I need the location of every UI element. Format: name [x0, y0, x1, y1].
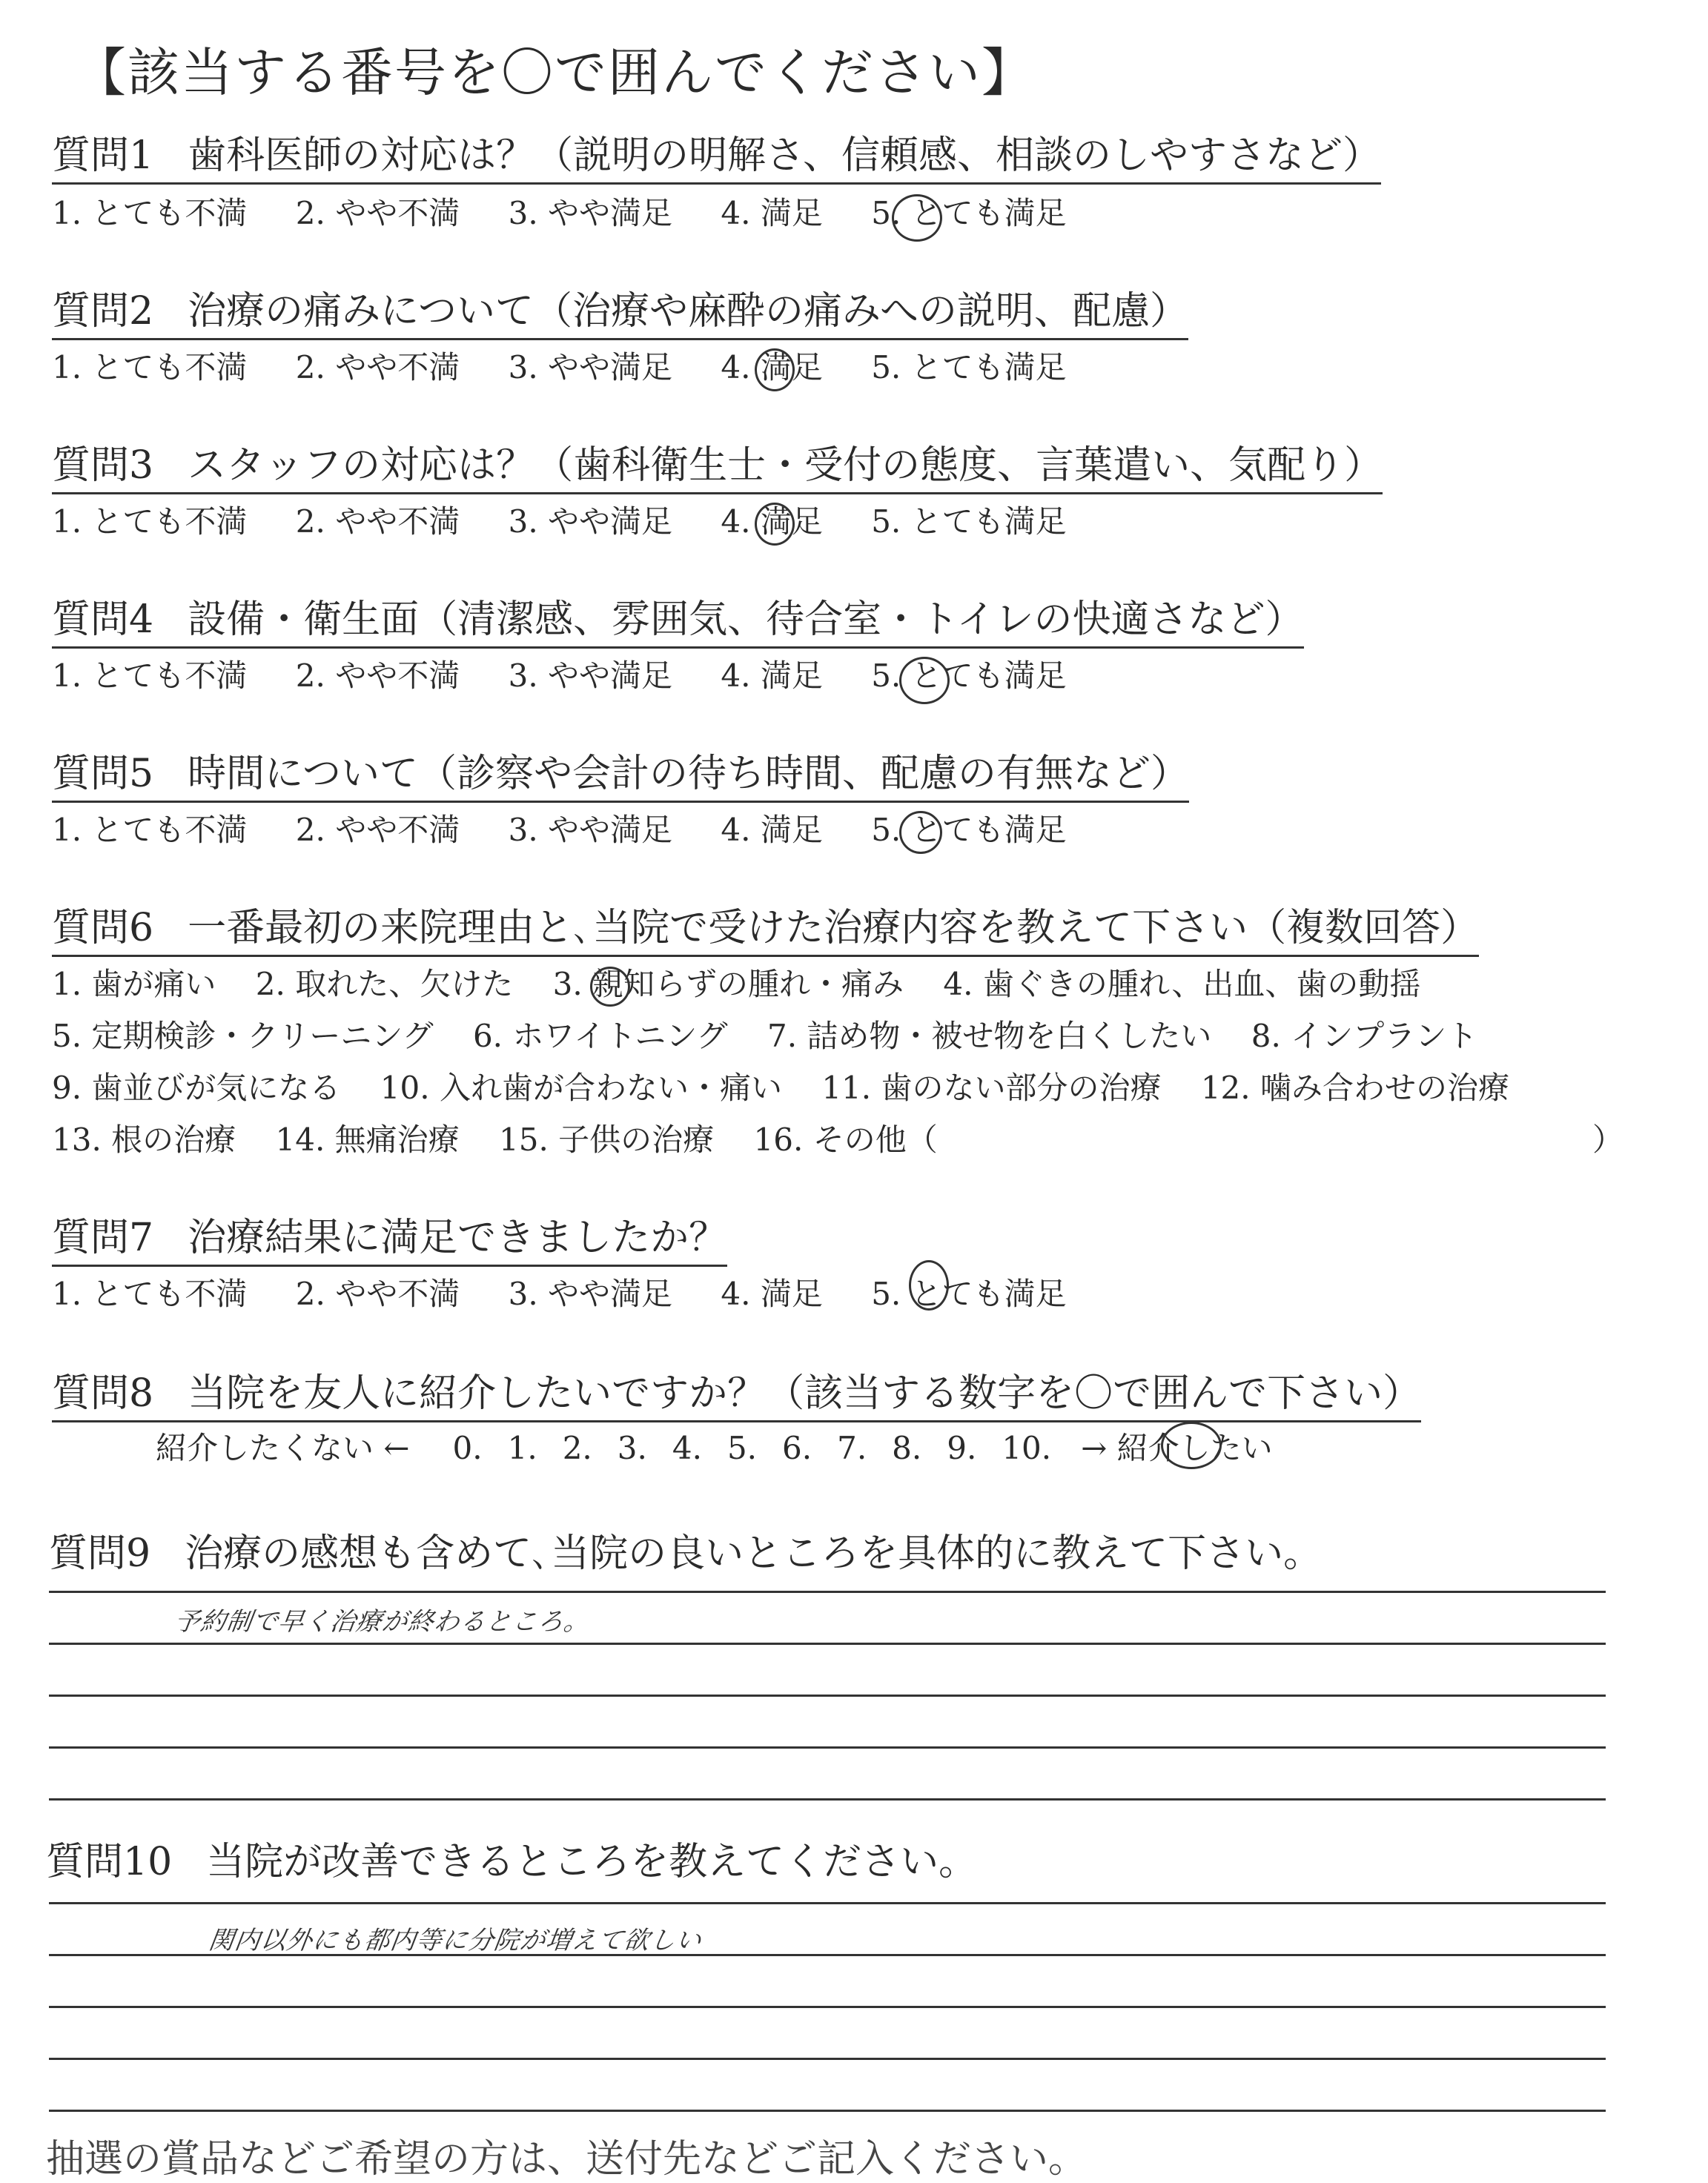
q3-option-1[interactable]: 1. とても不満 [52, 503, 248, 540]
q8-left-label: 紹介したくない ← [156, 1430, 410, 1466]
q6-option-8[interactable]: 8. インプラント [1251, 1018, 1478, 1054]
q6-text: 一番最初の来院理由と､当院で受けた治療内容を教えて下さい（複数回答） [188, 906, 1480, 950]
q2-options [52, 348, 1105, 387]
q6-other-close-paren: ） [1592, 1122, 1623, 1158]
q2-option-4[interactable]: 4. 満足 [721, 349, 823, 385]
q3-number: 質問3 [52, 443, 154, 488]
q6-heading [52, 904, 1479, 957]
q5-heading [52, 750, 1189, 803]
q4-option-1[interactable]: 1. とても不満 [52, 657, 248, 694]
q3-text: スタッフの対応は？（歯科衛生士・受付の態度、言葉遣い、気配り） [188, 443, 1383, 488]
q6-option-13[interactable]: 13. 根の治療 [52, 1122, 236, 1158]
q2-option-2[interactable]: 2. やや不満 [295, 349, 460, 385]
q6-option-6[interactable]: 6. ホワイトニング [472, 1018, 728, 1054]
q3-option-3[interactable]: 3. やや満足 [508, 503, 673, 540]
q5-options [52, 811, 1105, 849]
q5-text: 時間について（診察や会計の待ち時間、配慮の有無など） [188, 752, 1190, 796]
q6-option-1[interactable]: 1. 歯が痛い [52, 966, 216, 1002]
q6-option-12[interactable]: 12. 噛み合わせの治療 [1200, 1070, 1509, 1106]
q7-option-3[interactable]: 3. やや満足 [508, 1276, 673, 1312]
q6-option-5[interactable]: 5. 定期検診・クリーニング [52, 1018, 434, 1054]
q2-heading [52, 288, 1188, 340]
q9-text: 治療の感想も含めて､当院の良いところを具体的に教えて下さい。 [185, 1531, 1323, 1576]
q8-score-0[interactable]: 0. [452, 1430, 483, 1466]
q8-score-7[interactable]: 7. [837, 1430, 867, 1466]
q8-score-4[interactable]: 4. [672, 1430, 702, 1466]
q5-selection-circle [899, 811, 942, 854]
q8-scale [156, 1429, 1273, 1468]
q4-option-2[interactable]: 2. やや不満 [295, 657, 460, 694]
q5-number: 質問5 [52, 752, 154, 796]
q5-option-1[interactable]: 1. とても不満 [52, 812, 248, 848]
q2-option-3[interactable]: 3. やや満足 [508, 349, 673, 385]
q6-option-3[interactable]: 3. 親知らずの腫れ・痛み [552, 966, 904, 1002]
q9-answer-line-4 [49, 1746, 1606, 1749]
q7-heading [52, 1214, 727, 1267]
q6-row-1 [52, 965, 1450, 1004]
q8-text: 当院を友人に紹介したいですか？（該当する数字を〇で囲んで下さい） [188, 1371, 1422, 1416]
q4-number: 質問4 [52, 597, 154, 642]
q1-option-3[interactable]: 3. やや満足 [508, 195, 673, 231]
q6-number: 質問6 [52, 906, 154, 950]
q6-option-16[interactable]: 16. その他（ [753, 1122, 938, 1158]
q6-row-3 [52, 1069, 1539, 1107]
q3-heading [52, 442, 1383, 494]
q1-number: 質問1 [52, 133, 154, 178]
q6-option-14[interactable]: 14. 無痛治療 [275, 1122, 460, 1158]
q7-option-2[interactable]: 2. やや不満 [295, 1276, 460, 1312]
q3-option-2[interactable]: 2. やや不満 [295, 503, 460, 540]
q6-selection-circle [590, 967, 630, 1007]
q10-handwritten-answer[interactable]: 関内以外にも都内等に分院が増えて欲しい [206, 1926, 704, 1955]
q6-option-10[interactable]: 10. 入れ歯が合わない・痛い [380, 1070, 782, 1106]
footer-cut-text: 抽選の賞品などご希望の方は、送付先などご記入ください。 [46, 2137, 1088, 2182]
page-title: 【該当する番号を〇で囲んでください】 [74, 42, 1035, 103]
q1-option-5[interactable]: 5. とても満足 [871, 195, 1067, 231]
q10-answer-line-3 [49, 2006, 1606, 2008]
q8-score-3[interactable]: 3. [617, 1430, 647, 1466]
q3-options [52, 503, 1105, 541]
q2-option-5[interactable]: 5. とても満足 [871, 349, 1067, 385]
q2-text: 治療の痛みについて（治療や麻酔の痛みへの説明、配慮） [188, 289, 1189, 334]
q3-option-4[interactable]: 4. 満足 [721, 503, 823, 540]
q3-option-5[interactable]: 5. とても満足 [871, 503, 1067, 540]
q9-answer-line-5 [49, 1798, 1606, 1801]
q10-answer-line-2 [49, 1954, 1606, 1956]
q7-selection-circle [909, 1260, 949, 1311]
q6-option-11[interactable]: 11. 歯のない部分の治療 [821, 1070, 1162, 1106]
q2-selection-circle [755, 348, 795, 391]
q1-option-4[interactable]: 4. 満足 [721, 195, 823, 231]
q6-option-4[interactable]: 4. 歯ぐきの腫れ、出血、歯の動揺 [943, 966, 1421, 1002]
q6-option-9[interactable]: 9. 歯並びが気になる [52, 1070, 341, 1106]
q8-heading [52, 1370, 1421, 1422]
q9-number: 質問9 [49, 1531, 151, 1576]
q5-option-2[interactable]: 2. やや不満 [295, 812, 460, 848]
q2-option-1[interactable]: 1. とても不満 [52, 349, 248, 385]
q10-heading [46, 1838, 977, 1886]
q4-heading [52, 596, 1304, 649]
q5-option-5[interactable]: 5. とても満足 [871, 812, 1067, 848]
q10-answer-line-4 [49, 2058, 1606, 2060]
q7-option-5[interactable]: 5. とても満足 [871, 1276, 1067, 1312]
q2-number: 質問2 [52, 289, 154, 334]
q1-option-1[interactable]: 1. とても不満 [52, 195, 248, 231]
q10-answer-line-5 [49, 2110, 1606, 2112]
q9-answer-line-3 [49, 1695, 1606, 1697]
q5-option-4[interactable]: 4. 満足 [721, 812, 823, 848]
q8-selection-circle [1161, 1422, 1222, 1469]
q9-answer-line-1 [49, 1591, 1606, 1593]
q8-number: 質問8 [52, 1371, 154, 1416]
q8-score-9[interactable]: 9. [947, 1430, 977, 1466]
q1-heading [52, 132, 1381, 185]
q6-option-7[interactable]: 7. 詰め物・被せ物を白くしたい [767, 1018, 1212, 1054]
q1-text: 歯科医師の対応は？（説明の明解さ、信頼感、相談のしやすさなど） [188, 133, 1382, 178]
q10-answer-line-1 [49, 1902, 1606, 1904]
q8-score-8[interactable]: 8. [892, 1430, 922, 1466]
q4-option-3[interactable]: 3. やや満足 [508, 657, 673, 694]
q6-option-15[interactable]: 15. 子供の治療 [499, 1122, 715, 1158]
q8-score-1[interactable]: 1. [507, 1430, 537, 1466]
q6-row-4 [52, 1121, 1623, 1159]
q9-answer-line-2 [49, 1643, 1606, 1645]
q7-option-1[interactable]: 1. とても不満 [52, 1276, 248, 1312]
q4-option-5[interactable]: 5. とても満足 [871, 657, 1067, 694]
q9-heading [49, 1530, 1322, 1577]
q8-score-5[interactable]: 5. [726, 1430, 758, 1466]
q5-option-3[interactable]: 3. やや満足 [508, 812, 673, 848]
q3-selection-circle [755, 503, 795, 546]
q8-score-6[interactable]: 6. [782, 1430, 812, 1466]
q6-option-2[interactable]: 2. 取れた、欠けた [255, 966, 514, 1002]
q1-options [52, 194, 1105, 233]
q4-option-4[interactable]: 4. 満足 [721, 657, 823, 694]
q7-text: 治療結果に満足できましたか？ [188, 1216, 728, 1260]
q10-number: 質問10 [46, 1840, 173, 1884]
q9-handwritten-answer[interactable]: 予約制で早く治療が終わるところ。 [172, 1607, 592, 1637]
q1-selection-circle [892, 194, 942, 242]
q10-text: 当院が改善できるところを教えてください。 [206, 1840, 978, 1884]
q7-number: 質問7 [52, 1216, 154, 1260]
q4-selection-circle [899, 657, 950, 704]
q7-option-4[interactable]: 4. 満足 [721, 1276, 823, 1312]
q4-text: 設備・衛生面（清潔感、雰囲気、待合室・トイレの快適さなど） [188, 597, 1304, 642]
q6-row-2 [52, 1017, 1507, 1056]
q8-score-10[interactable]: 10. [1002, 1430, 1052, 1466]
q1-option-2[interactable]: 2. やや不満 [295, 195, 460, 231]
q8-score-2[interactable]: 2. [562, 1430, 592, 1466]
q8-right-label: → 紹介したい [1081, 1430, 1273, 1466]
